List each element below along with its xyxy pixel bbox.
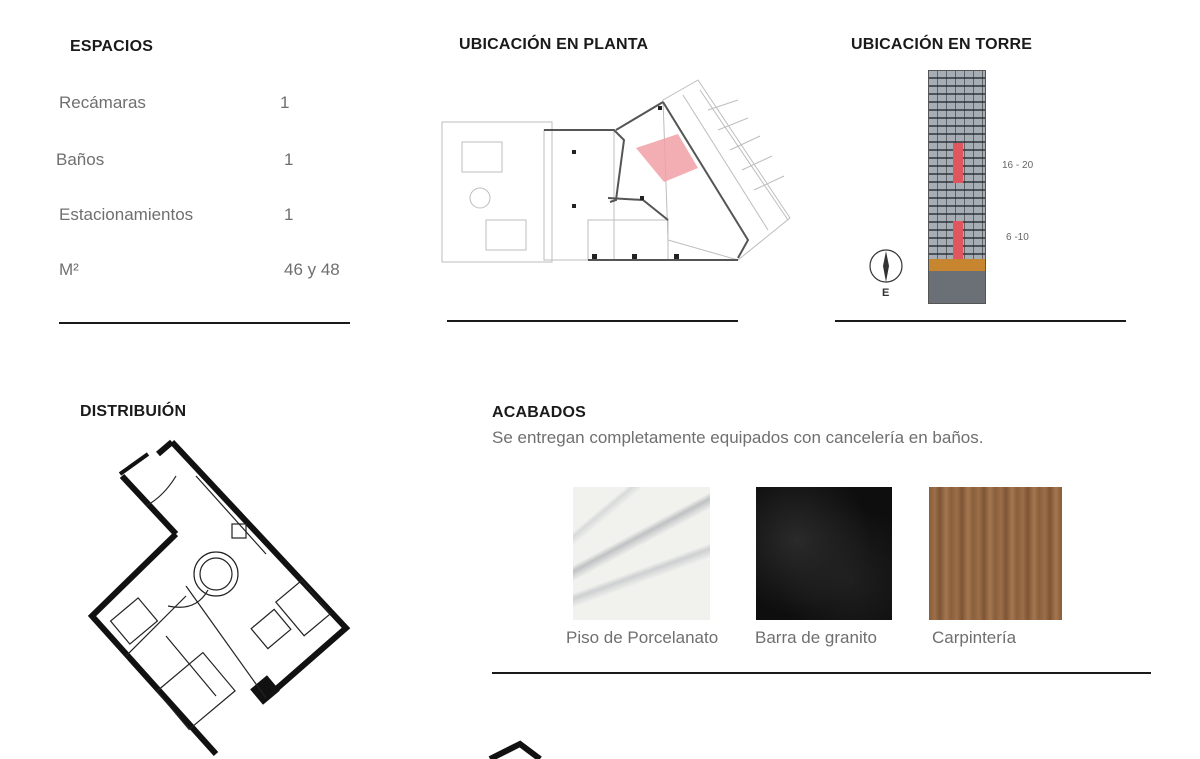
planta-heading: UBICACIÓN EN PLANTA	[459, 36, 649, 53]
tower-highlight-upper	[953, 143, 963, 183]
acabados-description: Se entregan completamente equipados con cancelería en baños.	[492, 428, 984, 447]
planta-divider	[447, 320, 738, 322]
site-plan-unit-highlight	[636, 134, 698, 182]
tower-floor-range-upper: 16 - 20	[1002, 160, 1034, 171]
tower-floor-range-lower: 6 -10	[1006, 232, 1029, 243]
tower-highlight-lower	[953, 221, 963, 261]
spec-label-banos: Baños	[56, 150, 105, 169]
site-plan-image	[438, 70, 798, 310]
distribucion-heading: DISTRIBUIÓN	[80, 403, 187, 420]
swatch-label-porcelanato: Piso de Porcelanato	[566, 628, 719, 647]
swatch-label-carpinteria: Carpintería	[932, 628, 1017, 647]
compass-label: E	[882, 287, 890, 299]
spec-value-recamaras: 1	[280, 93, 290, 112]
tower-elevation-image	[928, 70, 986, 304]
unit-floor-plan-image	[86, 436, 356, 759]
compass-icon	[868, 248, 904, 288]
spec-value-estacionamientos: 1	[284, 205, 294, 224]
swatch-carpinteria	[929, 487, 1062, 620]
swatch-porcelanato	[573, 487, 710, 620]
spec-value-banos: 1	[284, 150, 294, 169]
swatch-granito	[756, 487, 892, 620]
spec-label-m2: M²	[59, 260, 79, 279]
spec-label-estacionamientos: Estacionamientos	[59, 205, 194, 224]
torre-heading: UBICACIÓN EN TORRE	[851, 36, 1033, 53]
spec-value-m2: 46 y 48	[284, 260, 340, 279]
espacios-heading: ESPACIOS	[70, 38, 154, 55]
acabados-heading: ACABADOS	[492, 404, 587, 421]
next-plan-fragment-image	[486, 740, 546, 759]
swatch-label-granito: Barra de granito	[755, 628, 877, 647]
espacios-divider	[59, 322, 350, 324]
acabados-divider	[492, 672, 1151, 674]
torre-divider	[835, 320, 1126, 322]
spec-label-recamaras: Recámaras	[59, 93, 146, 112]
